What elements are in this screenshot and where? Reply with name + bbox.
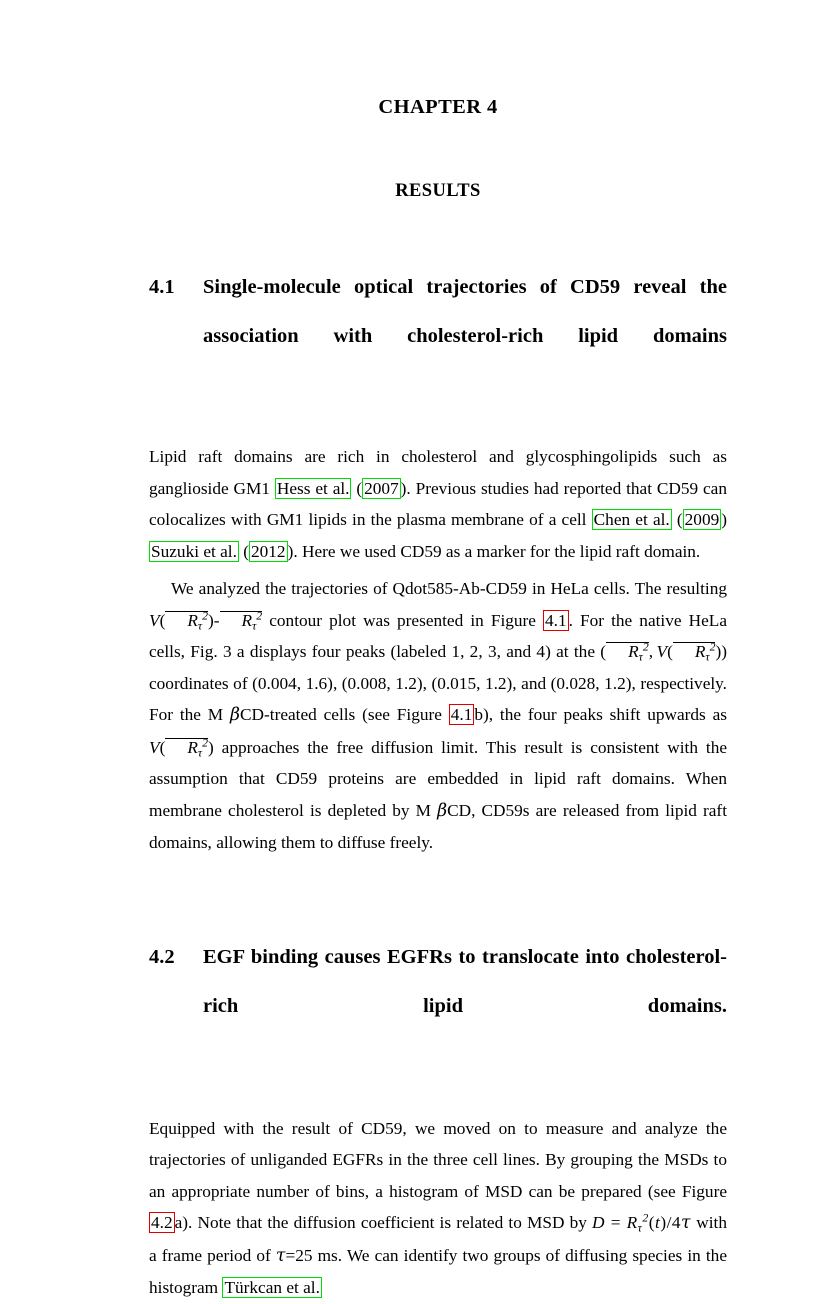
para2-text-7: approaches the free diffusion limit. This result is consistent with the assumption that CD59 proteins are embedded in lipid raft domains. When membrane cholesterol is depleted by M [149, 737, 727, 820]
para3-text-3: with a frame period of [149, 1213, 727, 1265]
beta-cd-label-2: βCD [437, 800, 472, 821]
para1-text-6: ( [238, 541, 249, 561]
citation-link-turkcan[interactable]: Türkcan et al. [224, 1278, 320, 1297]
chapter-title: CHAPTER 4 [378, 96, 498, 118]
para2-text-4: coordinates of (0.004, 1.6), (0.008, 1.2), (0.015, 1.2), and (0.028, 1.2), respectively. For the M [149, 673, 727, 724]
citation-link-2012[interactable]: 2012 [251, 541, 286, 561]
para2-text-3: . For the native HeLa cells, Fig. 3 a displays four peaks (labeled 1, 2, 3, and 4) at the [149, 610, 727, 661]
section-number-4-1: 4.1 [149, 276, 175, 298]
inline-math-tau: τ [275, 1245, 286, 1266]
para1-text-7: ). Here we used CD59 as a marker for the lipid raft domain. [287, 541, 701, 561]
section-title-4-1: Single-molecule optical trajectories of CD59 reveal the association with cholesterol-rich lipid domains [203, 276, 727, 347]
para2-text-5: -treated cells (see Figure [264, 705, 449, 724]
para2-text-8: , CD59s are released from lipid raft domains, allowing them to diffuse freely. [149, 800, 727, 852]
citation-link-hess[interactable]: Hess et al. [276, 478, 350, 498]
citation-link-chen[interactable]: Chen et al. [593, 510, 670, 529]
para3-text-2: a). Note that the diffusion coefficient is related to MSD by [174, 1213, 593, 1232]
section-title-4-2: EGF binding causes EGFRs to translocate into cholesterol-rich lipid domains. [203, 945, 727, 1017]
section-heading-4-2 [149, 859, 727, 1080]
paragraph-lipid-raft [149, 410, 727, 567]
results-title: RESULTS [395, 181, 481, 201]
para1-text-4: ( [671, 510, 683, 529]
citation-link-suzuki[interactable]: Suzuki et al. [151, 541, 237, 561]
figure-ref-4-1a[interactable]: 4.1 [545, 610, 567, 630]
inline-math-coordinates: ( $R_\tau^2$, V( $R_\tau^2$)) [600, 640, 727, 664]
beta-cd-label-1: βCD [230, 705, 265, 725]
citation-link-2009[interactable]: 2009 [684, 510, 720, 529]
para2-text-2: contour plot was presented in Figure [262, 610, 544, 630]
figure-ref-4-1b[interactable]: 4.1 [450, 705, 473, 724]
para1-text-5: ) [721, 510, 727, 529]
section-number-4-2: 4.2 [149, 945, 175, 968]
para3-text-1: Equipped with the result of CD59, we moved on to measure and analyze the trajectories of unliganded EGFRs in the three cell lines. By grouping the MSDs to an appropriate number of bins, a histogram of MSD can be prepared (see Figure [149, 1118, 727, 1201]
citation-link-2007[interactable]: 2007 [364, 478, 399, 498]
para1-text-1: Lipid raft domains are rich in cholesterol and glycosphingolipids such as ganglioside GM1 [149, 447, 727, 498]
inline-math-diffusion-coefficient: $D = R_\tau^2(t)/4\tau$ [592, 1211, 692, 1235]
para2-text-6: b), the four peaks shift upwards as [474, 705, 727, 724]
figure-ref-4-2a[interactable]: 4.2 [151, 1213, 173, 1232]
section-heading-4-1 [149, 202, 727, 410]
para1-text-2: ( [351, 478, 363, 498]
page-content-column [149, 0, 727, 1304]
para3-text-4: =25 ms. We can identify two groups of diffusing species in the histogram [149, 1245, 727, 1297]
paragraph-cd59-trajectories [149, 567, 727, 859]
inline-math-v-rtau-vs-rtau: V( $R_\tau^2)-$ $R_\tau^2$ [149, 609, 263, 632]
inline-math-v-rtau: V( $R_\tau^2$) [149, 736, 214, 759]
para1-text-3: ). Previous studies had reported that CD59 can colocalizes with GM1 lipids in the plasma membrane of a cell [149, 478, 727, 529]
para2-text-1: We analyzed the trajectories of Qdot585-Ab-CD59 in HeLa cells. The resulting [171, 579, 727, 598]
paragraph-egfr-msd [149, 1080, 727, 1304]
